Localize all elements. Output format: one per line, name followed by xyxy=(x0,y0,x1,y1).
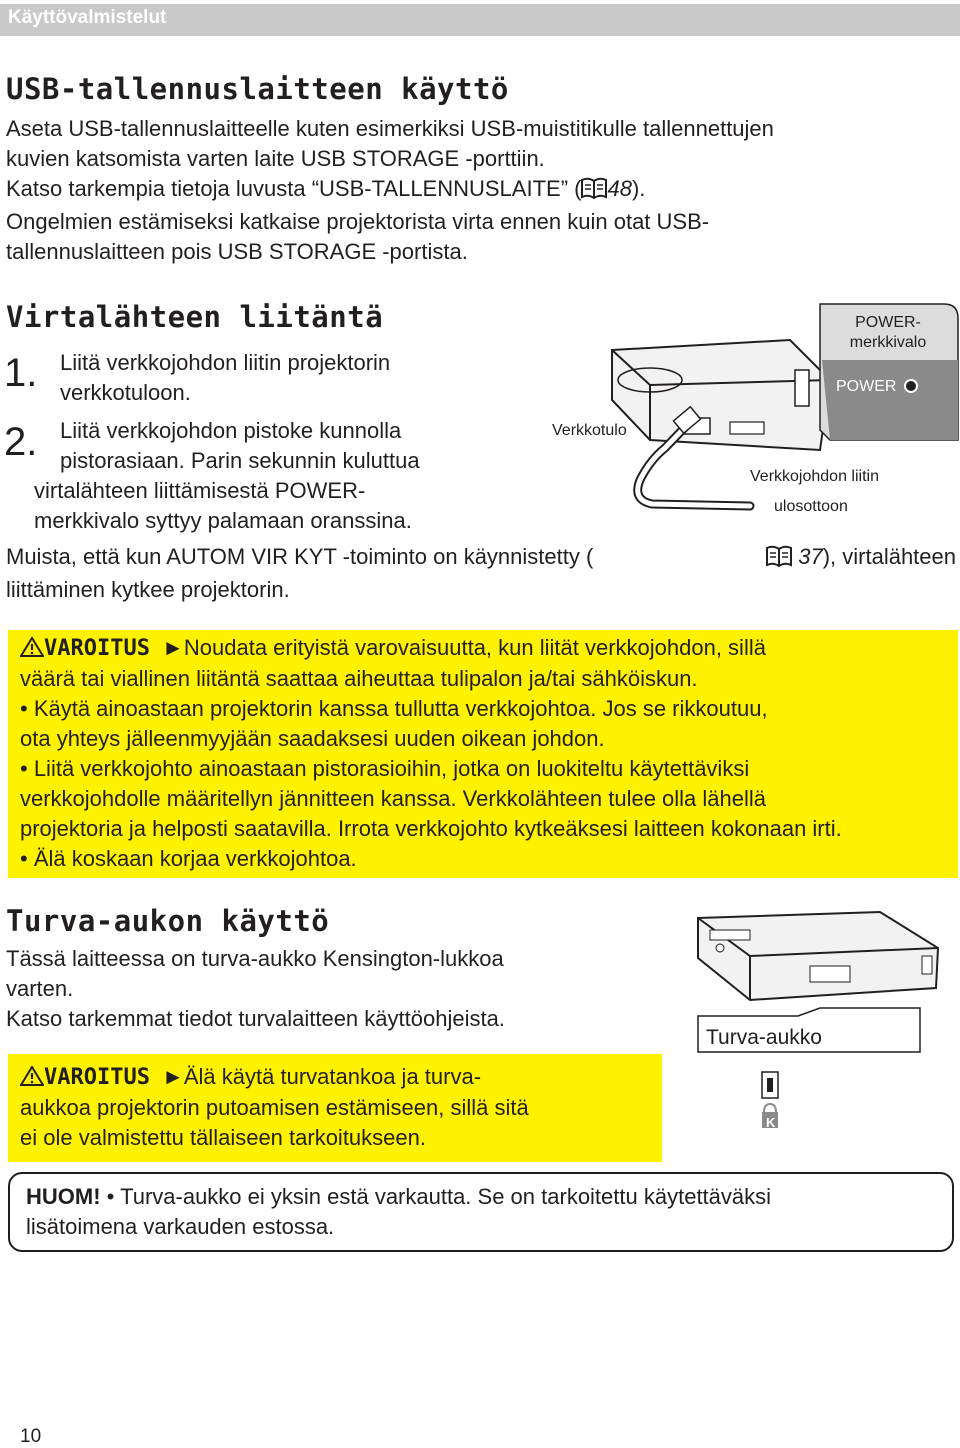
usb-heading: USB-tallennuslaitteen käyttö xyxy=(6,72,509,106)
power-heading: Virtalähteen liitäntä xyxy=(6,300,384,334)
lock-letter: K xyxy=(766,1115,776,1130)
step-2-text-a: Liitä verkkojohdon pistoke kunnolla pistorasiaan. Parin sekunnin kuluttua xyxy=(60,418,420,473)
projector-illustration xyxy=(612,340,830,450)
step-1-text: Liitä verkkojohdon liitin projektorin verkkotuloon. xyxy=(60,350,391,405)
usb-line-4: Ongelmien estämiseksi katkaise projektorista virta ennen kuin otat USB- xyxy=(6,209,710,234)
step-2-number: 2. xyxy=(4,420,38,464)
security-slot-diagram xyxy=(690,908,952,1138)
projector-illustration xyxy=(698,912,938,1000)
security-slot-icon xyxy=(762,1072,778,1098)
security-paragraph: Tässä laitteessa on turva-aukko Kensington-lukkoa varten. Katso tarkemmat tiedot turvalaitteen käyttöohjeista. xyxy=(6,946,505,1031)
power-indicator-label: POWER- merkkivalo xyxy=(849,314,927,351)
step-2-text-b: virtalähteen liittämisestä POWER- merkkivalo syttyy palamaan oranssina. xyxy=(34,478,412,533)
power-indicator-light-icon xyxy=(904,379,918,393)
auto-power-note: Muista, että kun AUTOM VIR KYT -toiminto on käynnistetty ( 37), virtalähteen liittäminen kytkee projektorin. xyxy=(6,544,956,602)
inlet-label: Verkkotulo xyxy=(552,422,627,439)
page-number: 10 xyxy=(20,1426,42,1447)
section-header-title: Käyttövalmistelut xyxy=(8,7,167,28)
usb-line-2: kuvien katsomista varten laite USB STORAGE -porttiin. xyxy=(6,146,545,171)
book-reference-icon xyxy=(581,177,607,207)
usb-line-3: Katso tarkempia tietoja luvusta “USB-TALLENNUSLAITE” ( 48). xyxy=(6,174,946,207)
warning-label: VAROITUS xyxy=(44,636,150,661)
usb-ref-page: 48 xyxy=(607,176,632,201)
warning-arrow-icon: ► xyxy=(162,635,184,660)
security-warning-box: VAROITUS ►Älä käytä turvatankoa ja turva- aukkoa projektorin putoamisen estämiseen, sillä sitä ei ole valmistettu tällaiseen tarkoitukseen. xyxy=(8,1054,662,1162)
warning-label: VAROITUS xyxy=(44,1065,150,1090)
security-heading: Turva-aukon käyttö xyxy=(6,904,330,938)
cord-label-line-2: ulosottoon xyxy=(774,498,848,515)
book-reference-icon xyxy=(766,545,792,575)
note-box: HUOM! • Turva-aukko ei yksin estä varkautta. Se on tarkoitettu käytettäväksi lisätoimena varkauden estossa. xyxy=(8,1172,954,1252)
auto-power-ref-page: 37 xyxy=(798,544,823,569)
note-label: HUOM! xyxy=(26,1184,101,1209)
power-button: POWER xyxy=(836,378,918,396)
cord-label-line-1: Verkkojohdon liitin xyxy=(750,468,879,485)
usb-paragraph xyxy=(6,114,946,267)
warning-triangle-icon xyxy=(20,635,44,660)
security-slot-label: Turva-aukko xyxy=(706,1026,822,1049)
warning-triangle-icon xyxy=(20,1064,44,1089)
step-1-number: 1. xyxy=(4,351,38,395)
warning-arrow-icon: ► xyxy=(162,1064,184,1089)
power-warning-box: VAROITUS ►Noudata erityistä varovaisuutta, kun liität verkkojohdon, sillä väärä tai viallinen liitäntä saattaa aiheuttaa tulipalon ja/tai sähköiskun. • Käytä ainoastaan projektorin kanssa tullutta verkkojohtoa. Jos se rikkoutuu, ota yhteys jälleenmyyjään saadaksesi uuden oikean johdon. • Liitä verkkojohto ainoastaan pistorasioihin, jotka on luokiteltu käytettäviksi verkkojohdolle määritellyn jännitteen kanssa. Verkkolähteen tulee olla lähellä projektoria ja helposti saatavilla. Irrota verkkojohto kytkeäksesi laitteen kokonaan irti. • Älä koskaan korjaa verkkojohtoa. xyxy=(8,630,958,878)
usb-line-1: Aseta USB-tallennuslaitteelle kuten esimerkiksi USB-muistitikulle tallennettujen xyxy=(6,116,774,141)
usb-line-5: tallennuslaitteen pois USB STORAGE -portista. xyxy=(6,239,468,264)
